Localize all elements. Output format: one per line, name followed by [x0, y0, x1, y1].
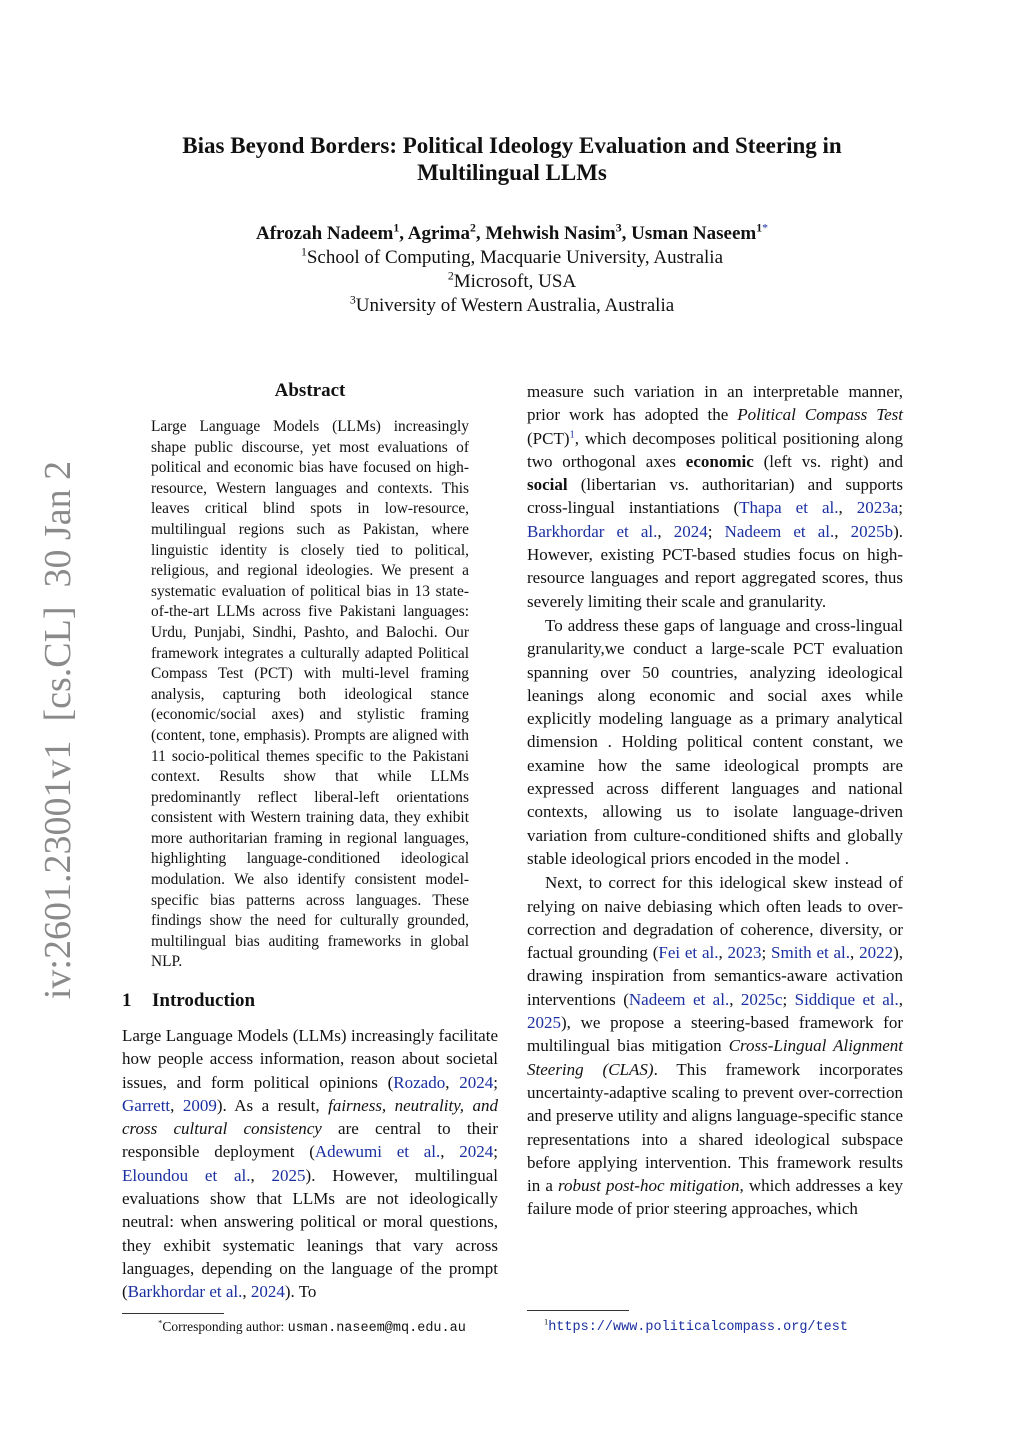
- right-column: [527, 380, 903, 1221]
- bold-term: social: [527, 475, 568, 495]
- author-1: Afrozah Nadeem: [256, 223, 394, 244]
- author-1-affil: 1: [393, 221, 400, 235]
- footnote-pct-url: [544, 1317, 848, 1337]
- citation-link[interactable]: 2024: [673, 521, 708, 541]
- citation-link[interactable]: 2024: [459, 1142, 494, 1162]
- paragraph-clas: Next, to correct for this idelogical skew instead of relying on naive debiasing which often leads to over-correction and degradation of coherence, diversity, or factual grounding (Fei et al., 2023; Smith et al., 2022), drawing inspiration from semantics-aware activation interventions (Nadeem et al., 2025c; Siddique et al., 2025), we propose a steering-based framework for multilingual bias mitigation Cross-Lingual Alignment Steering (CLAS). This framework incorporates uncertainty-adaptive scaling to prevent over-correction and preserve utility and aligns language-specific stance representations into a shared ideological subspace before applying intervention. This framework results in a robust post-hoc mitigation, which addresses a key failure mode of prior steering approaches, which: [527, 873, 904, 1219]
- citation-link[interactable]: Eloundou et al.: [122, 1165, 251, 1185]
- author-block: [130, 222, 894, 318]
- title-line-1: Bias Beyond Borders: Political Ideology Evaluation and Steering in: [182, 133, 842, 158]
- affiliation-1: [130, 246, 894, 270]
- citation-link[interactable]: 2024: [459, 1072, 494, 1092]
- footnote-divider: [122, 1313, 224, 1314]
- citation-link[interactable]: Thapa et al.: [739, 498, 839, 518]
- footnote-corresponding-author: [122, 1318, 502, 1338]
- affiliation-3-mark: 3: [349, 293, 356, 307]
- section-heading-introduction: [122, 990, 255, 1012]
- author-3-affil: 3: [615, 221, 622, 235]
- affiliation-2-mark: 2: [447, 269, 454, 283]
- affiliation-1-mark: 1: [300, 245, 307, 259]
- author-2: Agrima: [407, 223, 470, 244]
- citation-link[interactable]: Nadeem et al.: [628, 989, 730, 1009]
- paper-title: [130, 132, 894, 186]
- emphasis-text: robust post-hoc mitigation: [558, 1176, 740, 1196]
- footnote-divider: [527, 1310, 629, 1311]
- emphasis-text: Political Compass Test: [737, 405, 903, 425]
- section-number: 1: [122, 990, 132, 1011]
- affiliation-2-text: Microsoft, USA: [453, 271, 577, 292]
- citation-link[interactable]: 2023: [727, 943, 762, 963]
- citation-link[interactable]: 2024: [250, 1282, 285, 1302]
- footnote-text: Corresponding author:: [162, 1319, 288, 1334]
- footnote-mark: 1: [544, 1317, 549, 1327]
- author-4-affil: 1: [756, 221, 763, 235]
- abstract-text: Large Language Models (LLMs) increasingly shape public discourse, yet most evaluations of political and economic bias have focused on high-resource, Western languages and contexts. This leaves critical blind spots in low-resource, multilingual regions such as Pakistan, where linguistic identity is closely tied to political, religious, and regional ideologies. We present a systematic evaluation of political bias in 13 state-of-the-art LLMs across five Pakistani languages: Urdu, Punjabi, Sindhi, Pashto, and Balochi. Our framework integrates a culturally adapted Political Compass Test (PCT) with multi-level framing analysis, capturing both ideological stance (economic/social axes) and stylistic framing (content, tone, emphasis). Prompts are aligned with 11 socio-political themes specific to the Pakistani context. Results show that while LLMs predominantly reflect liberal-left orientations consistent with Western training data, they exhibit more authoritarian framing in regional languages, highlighting language-conditioned ideological modulation. We also identify consistent model-specific bias patterns across languages. These findings show the need for culturally grounded, multilingual bias auditing frameworks in global NLP.: [151, 418, 469, 971]
- intro-paragraph: Large Language Models (LLMs) increasingly facilitate how people access information, reason about societal issues, and form political opinions (Rozado, 2024; Garrett, 2009). As a result, fairness, neutrality, and cross cultural consistency are central to their responsible deployment (Adewumi et al., 2024; Eloundou et al., 2025). However, multilingual evaluations show that LLMs are not ideologically neutral: when answering political or moral questions, they exhibit systematic leanings that vary across languages, depending on the language of the prompt (Barkhordar et al., 2024). To: [122, 1026, 498, 1302]
- citation-link[interactable]: 2025c: [740, 989, 783, 1009]
- affiliation-1-text: School of Computing, Macquarie University, Australia: [306, 247, 724, 268]
- paragraph-pct: measure such variation in an interpretable manner, prior work has adopted the Political Compass Test (PCT)$^1$, which decomposes political positioning along two orthogonal axes economic (left vs. right) and social (libertarian vs. authoritarian) and supports cross-lingual instantiations (Thapa et al., 2023a; Barkhordar et al., 2024; Nadeem et al., 2025b). However, existing PCT-based studies focus on high-resource languages and report aggregated scores, thus severely limiting their scale and granularity.: [527, 382, 904, 611]
- citation-link[interactable]: Smith et al.: [771, 943, 851, 963]
- affiliation-3: [130, 294, 894, 318]
- bold-term: economic: [685, 451, 754, 471]
- author-4: Usman Naseem: [631, 223, 757, 244]
- affiliation-3-text: University of Western Australia, Australia: [355, 295, 675, 316]
- citation-link[interactable]: 2022: [859, 943, 894, 963]
- citation-link[interactable]: Rozado: [393, 1072, 446, 1092]
- paragraph-gaps: To address these gaps of language and cross-lingual granularity,we conduct a large-scale PCT evaluation spanning over 50 countries, analyzing ideological leanings along economic and social axes while explicitly modeling language as a primary analytical dimension . Holding political content constant, we examine how the same ideological prompts are expressed across different languages and national contexts, allowing us to isolate language-driven variation from culture-conditioned shifts and globally stable ideological priors encoded in the model .: [527, 615, 903, 868]
- arxiv-stamp: [18, 460, 98, 1000]
- emphasis-text: Cross-Lingual Alignment Steering (CLAS): [527, 1036, 903, 1079]
- arxiv-stamp-text: arXiv:2601.23001v1 [cs.CL] 30 Jan 2026: [37, 460, 79, 1000]
- footnote-mark: *: [158, 1318, 163, 1328]
- emphasis-text: fairness, neutrality, and cross cultural consistency: [122, 1095, 498, 1139]
- title-line-2: Multilingual LLMs: [417, 160, 607, 185]
- corresponding-mark[interactable]: *: [762, 221, 768, 235]
- author-3: Mehwish Nasim: [485, 223, 616, 244]
- citation-link[interactable]: Barkhordar et al.: [527, 521, 658, 541]
- citation-link[interactable]: Garrett: [122, 1095, 171, 1115]
- citation-link[interactable]: Barkhordar et al.: [127, 1282, 243, 1302]
- author-names: Afrozah Nadeem$^1$, Agrima$^2$, Mehwish Nasim$^3$, Usman Naseem$^{1*}$: [256, 221, 768, 244]
- citation-link[interactable]: Nadeem et al.: [724, 521, 835, 541]
- author-2-affil: 2: [469, 221, 476, 235]
- citation-link[interactable]: 2025b: [850, 521, 894, 541]
- email-address[interactable]: usman.naseem@mq.edu.au: [287, 1321, 466, 1336]
- citation-link[interactable]: 2025: [527, 1013, 561, 1033]
- citation-link[interactable]: 2025: [271, 1165, 306, 1185]
- footnote-url-link[interactable]: https://www.politicalcompass.org/test: [548, 1320, 848, 1335]
- affiliation-2: [130, 270, 894, 294]
- abstract-heading: Abstract: [274, 380, 346, 401]
- citation-link[interactable]: 2023a: [856, 498, 899, 518]
- citation-link[interactable]: Fei et al.: [658, 943, 719, 963]
- citation-link[interactable]: 2009: [182, 1095, 217, 1115]
- citation-link[interactable]: Siddique et al.: [794, 989, 899, 1009]
- footnote-ref[interactable]: 1: [569, 428, 575, 440]
- section-title: Introduction: [152, 990, 256, 1011]
- citation-link[interactable]: Adewumi et al.: [314, 1142, 441, 1162]
- arxiv-stamp-svg: [18, 460, 98, 1000]
